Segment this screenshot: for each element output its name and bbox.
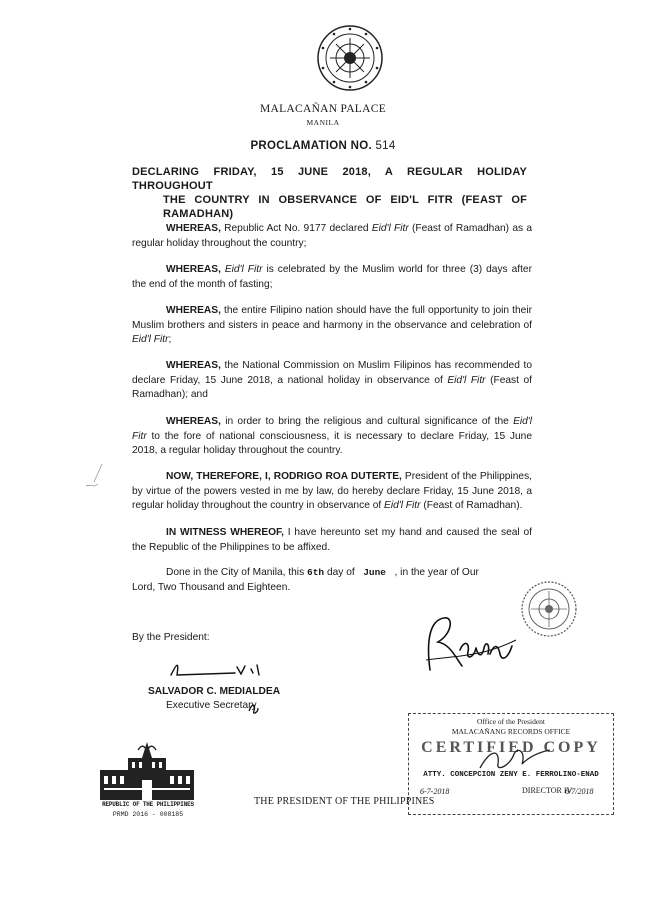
whereas-paragraph-2 bbox=[132, 263, 532, 292]
secretary-name: SALVADOR C. MEDIALDEA bbox=[148, 686, 281, 697]
secretary-signature-icon bbox=[165, 657, 265, 681]
presidential-seal-icon bbox=[316, 24, 384, 92]
city-name: MANILA bbox=[306, 118, 340, 127]
proclamation-title bbox=[0, 140, 646, 152]
in-witness-paragraph bbox=[132, 526, 532, 555]
paragraph-text: ; bbox=[168, 334, 172, 345]
whereas-paragraph-1 bbox=[132, 222, 532, 251]
done-day: 6th bbox=[307, 567, 325, 578]
republic-label: REPUBLIC OF THE PHILIPPINES bbox=[102, 801, 194, 808]
footer-president-label: THE PRESIDENT OF THE PHILIPPINES bbox=[254, 796, 435, 807]
malacanang-building-logo-icon bbox=[98, 740, 196, 802]
done-text: Done in the City of Manila, this bbox=[166, 567, 307, 578]
proclamation-number: 514 bbox=[375, 140, 396, 152]
paragraph-text: is celebrated by the Muslim world for three (3) days after the end of the month of fasting; bbox=[132, 264, 532, 290]
paragraph-text: (Feast of Ramadhan) as a regular holiday throughout the country; bbox=[132, 223, 532, 249]
paragraph-text: (Feast of Ramadhan). bbox=[420, 500, 523, 511]
whereas-lead: WHEREAS, bbox=[166, 360, 221, 371]
secretary-title: Executive Secretary bbox=[166, 700, 257, 711]
whereas-paragraph-4 bbox=[132, 359, 532, 403]
eid-term: Eid'l Fitr bbox=[132, 334, 169, 345]
republic-seal-icon bbox=[520, 580, 578, 638]
done-text: , in the year of Our bbox=[391, 567, 479, 578]
paragraph-text: President of the Philippines, by virtue of the powers vested in me by law, do hereby declare Friday, 15 June 2018, a regular holiday throughout the country in observance of bbox=[132, 471, 532, 511]
prmd-code: PRMD 2016 - 008185 bbox=[112, 811, 184, 818]
certifier-name: ATTY. CONCEPCION ZENY E. FERROLINO-ENAD bbox=[423, 771, 599, 779]
proclamation-label: PROCLAMATION NO. bbox=[250, 140, 372, 152]
margin-scribble-icon bbox=[80, 462, 120, 496]
eid-term: Eid'l Fitr bbox=[224, 264, 263, 275]
paragraph-text: the entire Filipino nation should have the full opportunity to join their Muslim brothers and sisters in peace and harmony in the observance and celebration of bbox=[132, 305, 532, 331]
whereas-lead: WHEREAS, bbox=[166, 305, 221, 316]
paragraph-text: to the fore of national consciousness, it is necessary to declare Friday, 15 June 2018, a regular holiday throughout the country. bbox=[132, 430, 532, 456]
heading-line-1: DECLARING FRIDAY, 15 JUNE 2018, A REGULAR HOLIDAY THROUGHOUT bbox=[132, 166, 527, 192]
eid-term: Eid'l Fitr bbox=[384, 500, 421, 511]
done-text: day of bbox=[324, 567, 358, 578]
now-therefore-paragraph bbox=[132, 470, 532, 514]
whereas-paragraph-5 bbox=[132, 415, 532, 459]
president-signature-icon bbox=[420, 600, 520, 682]
whereas-lead: WHEREAS, bbox=[166, 416, 221, 427]
now-therefore-lead: NOW, THEREFORE, I, RODRIGO ROA DUTERTE, bbox=[166, 471, 402, 482]
cert-date-handwritten: 6/7/2018 bbox=[565, 787, 594, 796]
in-witness-lead: IN WITNESS WHEREOF, bbox=[166, 527, 284, 538]
whereas-lead: WHEREAS, bbox=[166, 264, 221, 275]
paragraph-text: Republic Act No. 9177 declared bbox=[220, 223, 372, 234]
whereas-lead: WHEREAS, bbox=[166, 223, 221, 234]
done-paragraph bbox=[132, 566, 532, 595]
palace-name: MALACAÑAN PALACE bbox=[259, 103, 387, 115]
initial-mark-icon bbox=[246, 699, 260, 715]
heading-line-2: THE COUNTRY IN OBSERVANCE OF EID'L FITR (FEAST OF bbox=[163, 194, 527, 206]
paragraph-text: I have hereunto set my hand and caused the seal of the Republic of the Philippines to be affixed. bbox=[132, 527, 532, 553]
done-text: Lord, Two Thousand and Eighteen. bbox=[132, 581, 291, 593]
cert-director-title: DIRECTOR IV bbox=[522, 786, 573, 795]
cert-records-label: MALACAÑANG RECORDS OFFICE bbox=[451, 727, 571, 736]
heading-line-3: RAMADHAN) bbox=[163, 208, 234, 220]
paragraph-text: (Feast of Ramadhan); and bbox=[132, 374, 532, 400]
by-the-president-label: By the President: bbox=[132, 632, 210, 643]
eid-term: Eid'l Fitr bbox=[447, 374, 486, 386]
certified-copy-label: CERTIFIED COPY bbox=[421, 739, 601, 756]
paragraph-text: the National Commission on Muslim Filipinos has recommended to declare Friday, 15 June 2018, a national holiday in observance of bbox=[132, 360, 532, 386]
cert-office-label: Office of the President bbox=[477, 717, 545, 726]
whereas-paragraph-3 bbox=[132, 304, 532, 348]
done-month: June bbox=[363, 567, 387, 578]
eid-term: Eid'l Fitr bbox=[371, 223, 409, 234]
cert-date: 6-7-2018 bbox=[420, 787, 450, 796]
eid-term: Eid'l Fitr bbox=[132, 416, 532, 442]
proclamation-heading bbox=[132, 165, 527, 221]
certifier-signature-icon bbox=[470, 744, 560, 774]
paragraph-text: in order to bring the religious and cultural significance of the bbox=[220, 416, 514, 427]
